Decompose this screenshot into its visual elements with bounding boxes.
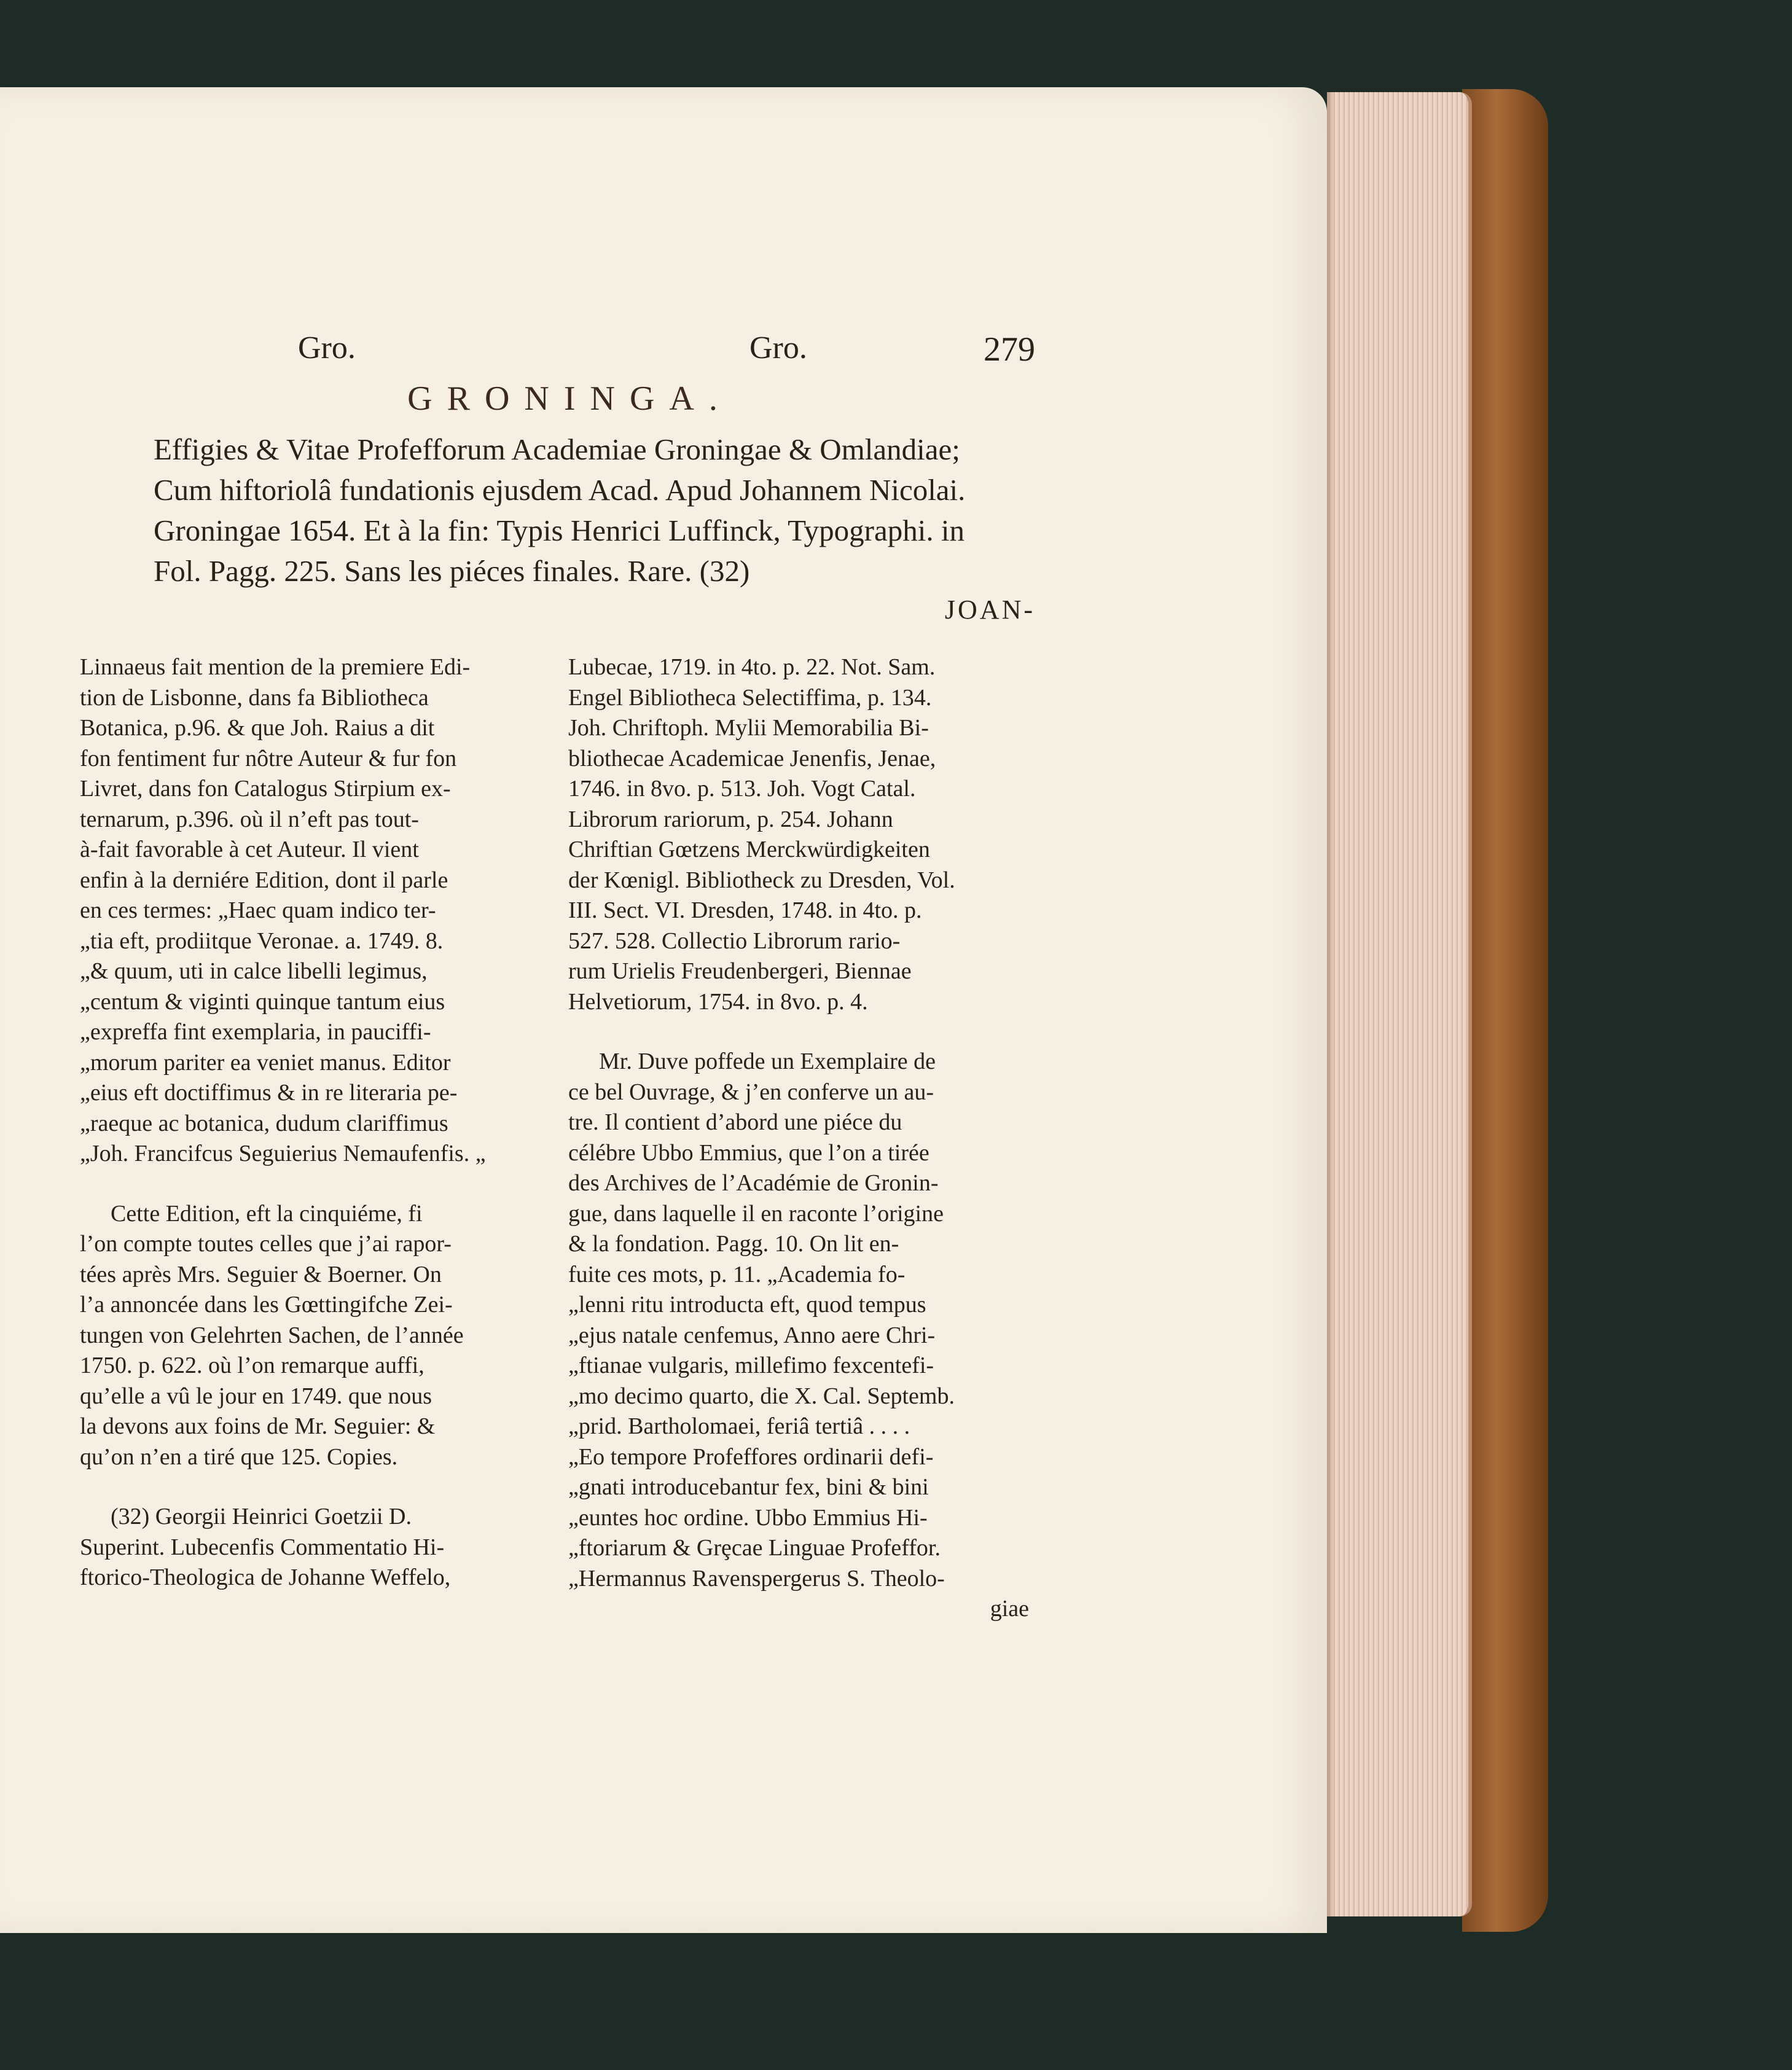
text-line: „prid. Bartholomaei, feriâ tertiâ . . . . bbox=[568, 1413, 910, 1439]
text-line: qu’elle a vû le jour en 1749. que nous bbox=[80, 1383, 432, 1409]
text-line: Superint. Lubecenfis Commentatio Hi- bbox=[80, 1534, 445, 1560]
paragraph bbox=[568, 652, 1029, 1017]
text-line: l’on compte toutes celles que j’ai rapor- bbox=[80, 1231, 452, 1257]
entry-title: GRONINGA. bbox=[407, 380, 732, 418]
text-line: à-fait favorable à cet Auteur. Il vient bbox=[80, 837, 419, 862]
text-line: Mr. Duve poffede un Exemplaire de bbox=[599, 1049, 936, 1074]
entry-line: Cum hiftoriolâ fundationis ejusdem Acad. Apud Johannem Nicolai. bbox=[154, 473, 966, 507]
text-block bbox=[80, 330, 1035, 1622]
entry-line: Groningae 1654. Et à la fin: Typis Henrici Luffinck, Typographi. in bbox=[154, 514, 964, 547]
running-head-left: Gro. bbox=[298, 330, 356, 365]
text-line: „Joh. Francifcus Seguierius Nemaufenfis. „ bbox=[80, 1141, 486, 1166]
text-line: Livret, dans fon Catalogus Stirpium ex- bbox=[80, 776, 451, 802]
text-line: „morum pariter ea veniet manus. Editor bbox=[80, 1049, 451, 1076]
book-page bbox=[0, 87, 1327, 1933]
text-line: (32) Georgii Heinrici Goetzii D. bbox=[111, 1504, 412, 1529]
text-line: & la fondation. Pagg. 10. On lit en- bbox=[568, 1231, 899, 1257]
text-line: fon fentiment fur nôtre Auteur & fur fon bbox=[80, 745, 457, 771]
text-line: „euntes hoc ordine. Ubbo Emmius Hi- bbox=[568, 1504, 928, 1531]
text-line: „Hermannus Ravenspergerus S. Theolo- bbox=[568, 1565, 945, 1592]
running-head-center: Gro. bbox=[749, 330, 807, 365]
text-line: ftorico-Theologica de Johanne Weffelo, bbox=[80, 1564, 451, 1590]
text-line: „ftianae vulgaris, millefimo fexcentefi- bbox=[568, 1353, 934, 1378]
text-line: „expreffa fint exemplaria, in pauciffi- bbox=[80, 1019, 431, 1045]
paragraph bbox=[568, 1047, 1029, 1625]
text-line: 1750. p. 622. où l’on remarque auffi, bbox=[80, 1353, 425, 1378]
text-line: „lenni ritu introducta eft, quod tempus bbox=[568, 1292, 926, 1318]
text-line: „tia eft, prodiitque Veronae. a. 1749. 8. bbox=[80, 928, 444, 954]
text-line: „centum & viginti quinque tantum eius bbox=[80, 988, 445, 1015]
text-line: Engel Bibliotheca Selectiffima, p. 134. bbox=[568, 684, 932, 711]
text-line: rum Urielis Freudenbergeri, Biennae bbox=[568, 958, 912, 984]
text-line: Cette Edition, eft la cinquiéme, fi bbox=[111, 1200, 423, 1227]
text-line: fuite ces mots, p. 11. „Academia fo- bbox=[568, 1261, 906, 1287]
book-cover bbox=[1462, 89, 1548, 1932]
text-line: 1746. in 8vo. p. 513. Joh. Vogt Catal. bbox=[568, 776, 916, 802]
text-line: Chriftian Gœtzens Merckwürdigkeiten bbox=[568, 837, 930, 862]
text-line: Lubecae, 1719. in 4to. p. 22. Not. Sam. bbox=[568, 654, 936, 680]
right-column bbox=[568, 652, 1029, 1625]
text-line: III. Sect. VI. Dresden, 1748. in 4to. p. bbox=[568, 897, 922, 923]
paragraph bbox=[80, 1199, 541, 1473]
text-line: „& quum, uti in calce libelli legimus, bbox=[80, 958, 428, 984]
text-line: en ces termes: „Haec quam indico ter- bbox=[80, 897, 436, 923]
page-edges bbox=[1327, 92, 1472, 1916]
bibliographic-entry bbox=[80, 429, 1035, 592]
text-line: Botanica, p.96. & que Joh. Raius a dit bbox=[80, 715, 435, 741]
text-line: „mo decimo quarto, die X. Cal. Septemb. bbox=[568, 1383, 955, 1409]
text-line: tées après Mrs. Seguier & Boerner. On bbox=[80, 1261, 442, 1287]
text-line: ternarum, p.396. où il n’eft pas tout- bbox=[80, 806, 419, 832]
text-line: giae bbox=[990, 1596, 1029, 1622]
text-line: „ftoriarum & Grȩcae Linguae Profeffor. bbox=[568, 1535, 941, 1561]
text-line: 527. 528. Collectio Librorum rario- bbox=[568, 928, 901, 954]
catchword: JOAN- bbox=[944, 595, 1035, 625]
text-line: tungen von Gelehrten Sachen, de l’année bbox=[80, 1322, 464, 1348]
text-line: qu’on n’en a tiré que 125. Copies. bbox=[80, 1443, 398, 1470]
text-line: „Eo tempore Profeffores ordinarii defi- bbox=[568, 1443, 934, 1470]
text-line: bliothecae Academicae Jenenfis, Jenae, bbox=[568, 745, 936, 771]
footnote bbox=[80, 1502, 541, 1593]
text-line: la devons aux foins de Mr. Seguier: & bbox=[80, 1413, 436, 1439]
paragraph bbox=[80, 652, 541, 1170]
left-column bbox=[80, 652, 541, 1593]
text-line: Linnaeus fait mention de la premiere Edi- bbox=[80, 654, 471, 680]
text-line: „raeque ac botanica, dudum clariffimus bbox=[80, 1110, 448, 1136]
entry-line: Fol. Pagg. 225. Sans les piéces finales. Rare. (32) bbox=[154, 554, 750, 588]
text-line: tre. Il contient d’abord une piéce du bbox=[568, 1109, 902, 1135]
text-line: enfin à la derniére Edition, dont il parle bbox=[80, 867, 448, 893]
text-line: Joh. Chriftoph. Mylii Memorabilia Bi- bbox=[568, 715, 929, 741]
text-line: tion de Lisbonne, dans fa Bibliotheca bbox=[80, 684, 429, 711]
text-line: Helvetiorum, 1754. in 8vo. p. 4. bbox=[568, 988, 868, 1015]
text-line: „eius eft doctiffimus & in re literaria pe- bbox=[80, 1080, 458, 1106]
page-number: 279 bbox=[984, 330, 1035, 369]
text-line: der Kœnigl. Bibliotheck zu Dresden, Vol. bbox=[568, 867, 955, 893]
text-line: célébre Ubbo Emmius, que l’on a tirée bbox=[568, 1139, 929, 1166]
text-line: ce bel Ouvrage, & j’en conferve un au- bbox=[568, 1079, 934, 1105]
text-line: gue, dans laquelle il en raconte l’origine bbox=[568, 1200, 944, 1227]
text-line: Librorum rariorum, p. 254. Johann bbox=[568, 806, 893, 832]
text-line: des Archives de l’Académie de Gronin- bbox=[568, 1170, 939, 1196]
entry-line: Effigies & Vitae Profefforum Academiae Groningae & Omlandiae; bbox=[154, 432, 960, 466]
text-line: l’a annoncée dans les Gœttingifche Zei- bbox=[80, 1292, 453, 1318]
text-line: „ejus natale cenfemus, Anno aere Chri- bbox=[568, 1322, 936, 1348]
running-head bbox=[80, 330, 1035, 379]
text-line: „gnati introducebantur fex, bini & bini bbox=[568, 1474, 929, 1500]
